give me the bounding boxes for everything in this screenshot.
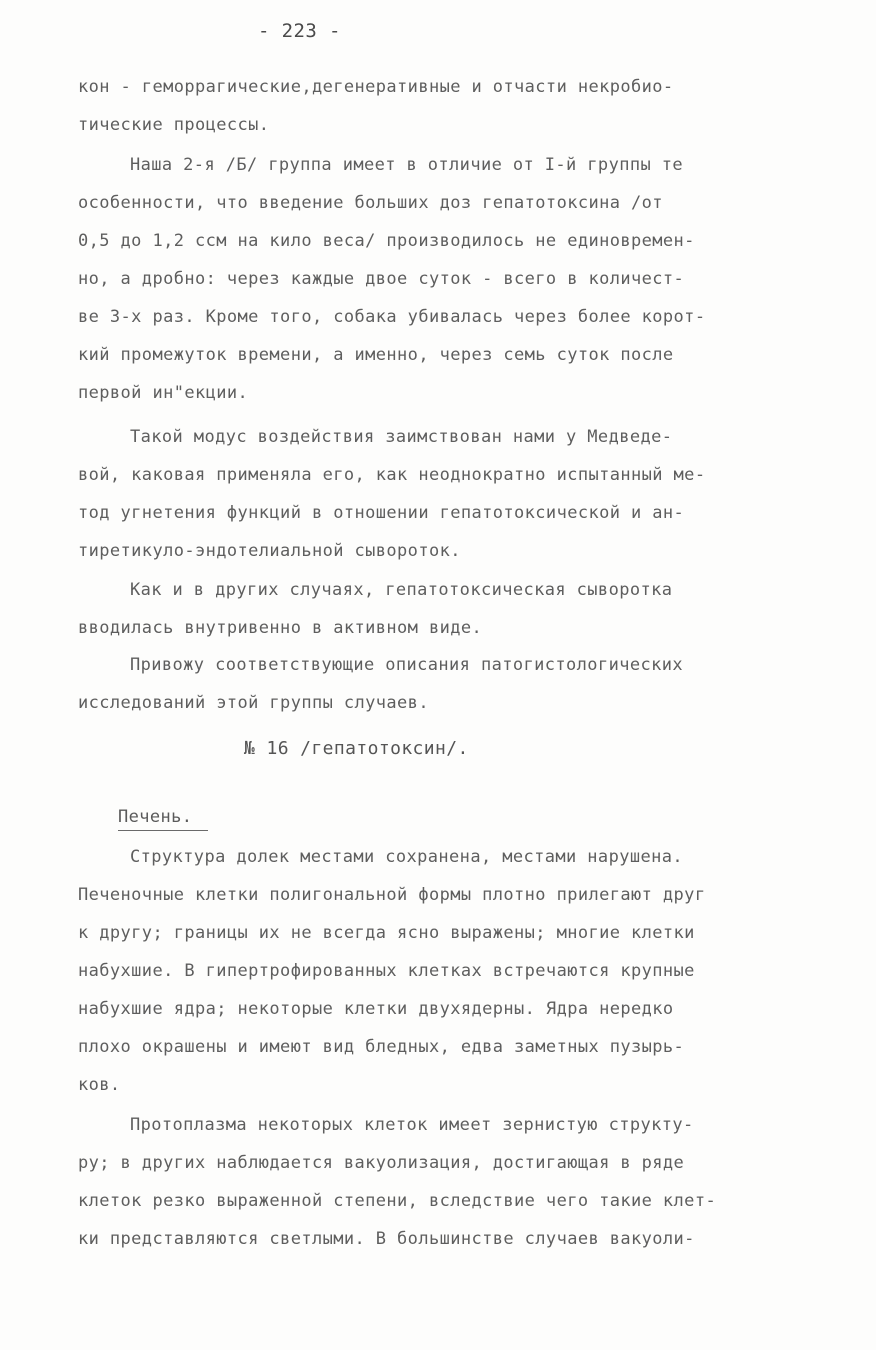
text-line: ру; в других наблюдается вакуолизация, достигающая в ряде <box>78 1153 685 1173</box>
text-line: набухшие ядра; некоторые клетки двухядерны. Ядра нередко <box>78 999 674 1019</box>
section-heading-liver: Печень. <box>118 804 208 831</box>
text-line: 0,5 до 1,2 ссм на кило веса/ производилось не единовремен- <box>78 231 695 251</box>
text-line: плохо окрашены и имеют вид бледных, едва заметных пузырь- <box>78 1037 685 1057</box>
text-line: Привожу соответствующие описания патогистологических <box>130 655 684 675</box>
paragraph-protoplasm <box>78 1106 818 1258</box>
text-line: вой, каковая применяла его, как неоднократно испытанный ме- <box>78 465 706 485</box>
paragraph-group-2b <box>78 146 818 412</box>
text-line: ков. <box>78 1075 121 1095</box>
paragraph-continuation <box>78 68 818 144</box>
text-line: вводилась внутривенно в активном виде. <box>78 618 483 638</box>
text-line: исследований этой группы случаев. <box>78 693 429 713</box>
paragraph-liver-structure <box>78 838 818 1104</box>
text-line: тические процессы. <box>78 115 270 135</box>
text-line: Наша 2-я /Б/ группа имеет в отличие от I-й группы те <box>130 155 684 175</box>
paragraph-modus <box>78 418 818 570</box>
text-line: первой ин"екции. <box>78 383 249 403</box>
text-line: к другу; границы их не всегда ясно выражены; многие клетки <box>78 923 695 943</box>
text-line: Структура долек местами сохранена, местами нарушена. <box>130 847 684 867</box>
paragraph-serum <box>78 571 818 647</box>
text-line: особенности, что введение больших доз гепатотоксина /от <box>78 193 663 213</box>
text-line: Как и в других случаях, гепатотоксическая сыворотка <box>130 580 673 600</box>
text-line: кий промежуток времени, а именно, через семь суток после <box>78 345 674 365</box>
case-heading: № 16 /гепатотоксин/. <box>244 738 469 759</box>
text-line: ки представляются светлыми. В большинстве случаев вакуоли- <box>78 1229 695 1249</box>
text-line: тод угнетения функций в отношении гепатотоксической и ан- <box>78 503 685 523</box>
text-line: кон - геморрагические,дегенеративные и отчасти некробио- <box>78 77 674 97</box>
text-line: Такой модус воздействия заимствован нами у Медведе- <box>130 427 673 447</box>
text-line: Протоплазма некоторых клеток имеет зернистую структу- <box>130 1115 694 1135</box>
text-line: Печеночные клетки полигональной формы плотно прилегают друг <box>78 885 706 905</box>
paragraph-descriptions <box>78 646 818 722</box>
page-number: - 223 - <box>258 20 341 42</box>
text-line: набухшие. В гипертрофированных клетках встречаются крупные <box>78 961 695 981</box>
text-line: ве 3-х раз. Кроме того, собака убивалась через более корот- <box>78 307 706 327</box>
text-line: клеток резко выраженной степени, вследствие чего такие клет- <box>78 1191 717 1211</box>
text-line: но, а дробно: через каждые двое суток - всего в количест- <box>78 269 685 289</box>
text-line: тиретикуло-эндотелиальной сывороток. <box>78 541 461 561</box>
